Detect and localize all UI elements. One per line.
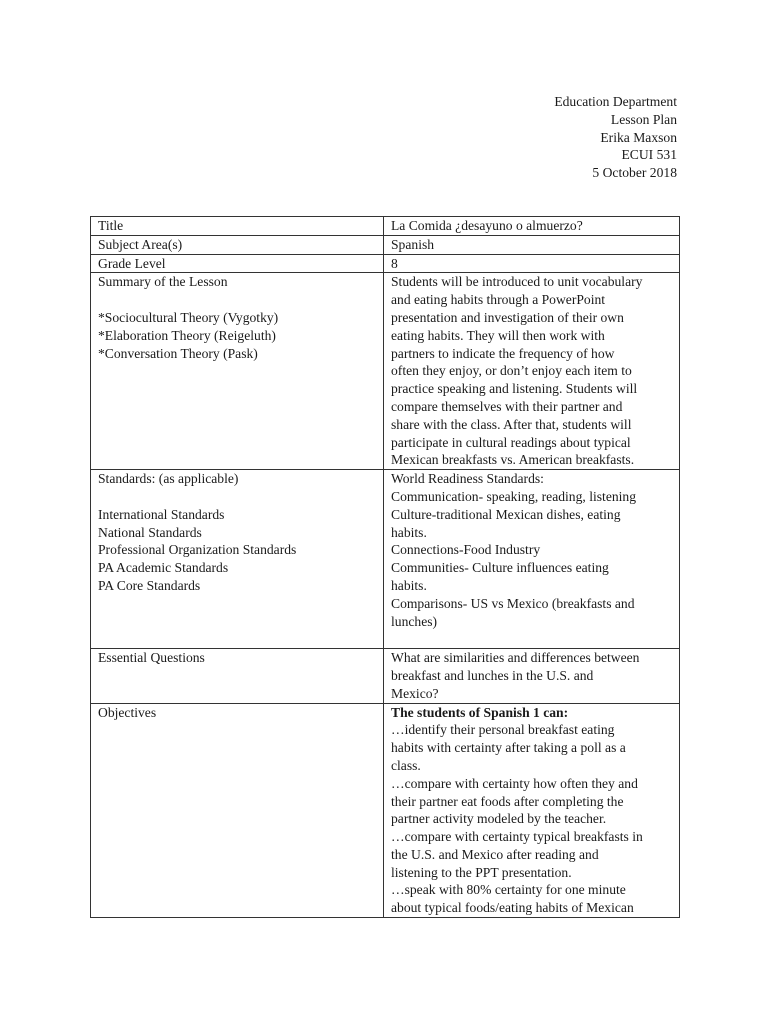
standards-text-line: habits. [391, 577, 427, 593]
subject-value: Spanish [391, 236, 435, 252]
objectives-text-line: habits with certainty after taking a poll as a [391, 740, 626, 756]
row-label-cell [91, 254, 384, 273]
row-label-cell [91, 470, 384, 649]
header-author: Erika Maxson [600, 129, 677, 145]
document-header [554, 93, 677, 182]
table-row [91, 254, 680, 273]
subject-label: Subject Area(s) [98, 236, 183, 252]
table-row [91, 273, 680, 470]
standards-text-line: habits. [391, 524, 427, 540]
objectives-text-line: class. [391, 757, 421, 773]
essential-questions-label: Essential Questions [98, 650, 205, 666]
objectives-text-line: …compare with certainty how often they and [391, 775, 638, 791]
summary-theory-1: *Sociocultural Theory (Vygotky) [98, 309, 279, 325]
header-date: 5 October 2018 [592, 165, 677, 181]
essential-questions-text-line: breakfast and lunches in the U.S. and [391, 667, 594, 683]
standards-text-line: Comparisons- US vs Mexico (breakfasts and [391, 595, 635, 611]
grade-value: 8 [391, 255, 398, 271]
summary-text-line: presentation and investigation of their own [391, 309, 624, 325]
standards-item: Professional Organization Standards [98, 542, 297, 558]
standards-item: International Standards [98, 506, 225, 522]
standards-label: Standards: (as applicable) [98, 471, 239, 487]
standards-text-line: Culture-traditional Mexican dishes, eating [391, 506, 621, 522]
summary-text-line: and eating habits through a PowerPoint [391, 292, 606, 308]
table-row [91, 703, 680, 918]
table-row [91, 235, 680, 254]
summary-text-line: eating habits. They will then work with [391, 327, 605, 343]
objectives-text-line: the U.S. and Mexico after reading and [391, 846, 599, 862]
row-content-cell [384, 273, 680, 470]
standards-item: PA Core Standards [98, 577, 201, 593]
standards-text-line: lunches) [391, 613, 438, 629]
table-row [91, 649, 680, 703]
objectives-text-line: listening to the PPT presentation. [391, 864, 572, 880]
objectives-text-line: …compare with certainty typical breakfasts in [391, 829, 643, 845]
header-course: ECUI 531 [621, 147, 677, 163]
row-content-cell [384, 470, 680, 649]
row-content-cell [384, 235, 680, 254]
essential-questions-text-line: What are similarities and differences between [391, 650, 640, 666]
row-content-cell [384, 254, 680, 273]
summary-text-line: Students will be introduced to unit vocabulary [391, 274, 643, 290]
table-row [91, 470, 680, 649]
table-row [91, 217, 680, 236]
header-doc-type: Lesson Plan [610, 111, 677, 127]
standards-text-line: Communities- Culture influences eating [391, 560, 609, 576]
standards-item: PA Academic Standards [98, 560, 229, 576]
row-label-cell [91, 703, 384, 918]
standards-text-line: Communication- speaking, reading, listening [391, 488, 637, 504]
summary-text-line: participate in cultural readings about typical [391, 434, 631, 450]
objectives-text-line: their partner eat foods after completing the [391, 793, 624, 809]
summary-text-line: often they enjoy, or don’t enjoy each item to [391, 363, 632, 379]
row-content-cell [384, 649, 680, 703]
row-label-cell [91, 273, 384, 470]
objectives-text-line: …speak with 80% certainty for one minute [391, 882, 626, 898]
summary-theory-3: *Conversation Theory (Pask) [98, 345, 258, 361]
row-label-cell [91, 235, 384, 254]
standards-item: National Standards [98, 524, 202, 540]
row-content-cell [384, 703, 680, 918]
row-content-cell [384, 217, 680, 236]
objectives-text-line: about typical foods/eating habits of Mexican [391, 900, 634, 916]
standards-text-line: World Readiness Standards: [391, 471, 544, 487]
summary-text-line: practice speaking and listening. Students will [391, 381, 638, 397]
row-label-cell [91, 217, 384, 236]
essential-questions-text-line: Mexico? [391, 685, 439, 701]
objectives-text-line: partner activity modeled by the teacher. [391, 811, 607, 827]
grade-label: Grade Level [98, 255, 166, 271]
row-label-cell [91, 649, 384, 703]
lesson-plan-table [90, 216, 680, 918]
objectives-heading: The students of Spanish 1 can: [391, 704, 569, 720]
summary-text-line: compare themselves with their partner and [391, 398, 623, 414]
summary-label: Summary of the Lesson [98, 274, 228, 290]
summary-text-line: share with the class. After that, students will [391, 416, 632, 432]
summary-text-line: partners to indicate the frequency of how [391, 345, 615, 361]
summary-theory-2: *Elaboration Theory (Reigeluth) [98, 327, 276, 343]
title-label: Title [98, 218, 124, 233]
summary-text-line: Mexican breakfasts vs. American breakfasts. [391, 452, 635, 468]
header-department: Education Department [554, 94, 677, 109]
title-value: La Comida ¿desayuno o almuerzo? [391, 218, 583, 233]
objectives-text-line: …identify their personal breakfast eating [391, 722, 615, 738]
standards-text-line: Connections-Food Industry [391, 542, 541, 558]
objectives-label: Objectives [98, 704, 157, 720]
